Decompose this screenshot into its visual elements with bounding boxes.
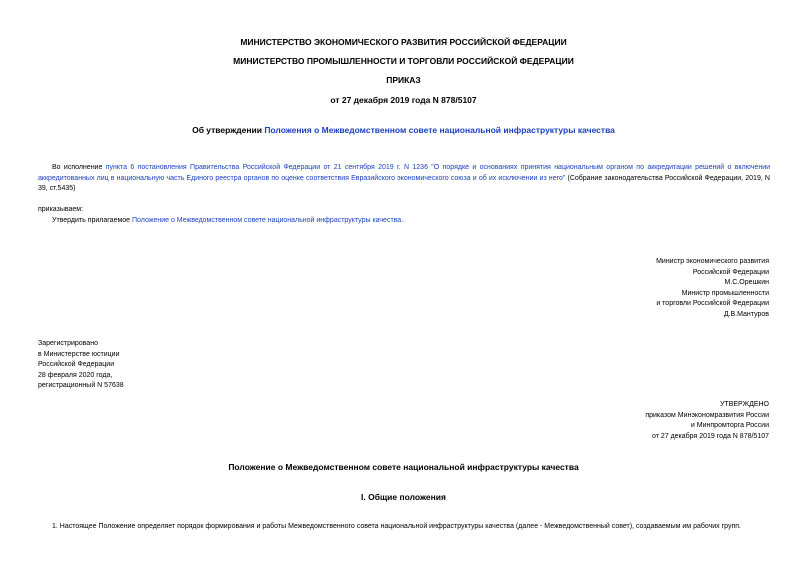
registration-line: 28 февраля 2020 года, xyxy=(38,371,113,379)
approved-line: приказом Минэкономразвития России xyxy=(645,411,769,419)
signature-line: Министр промышленности xyxy=(681,289,769,297)
order-verb: приказываем: xyxy=(38,206,84,213)
approved-line: от 27 декабря 2019 года N 878/5107 xyxy=(651,432,769,440)
registration-line: регистрационный N 57638 xyxy=(38,382,124,389)
approve-prefix: Утвердить прилагаемое xyxy=(52,217,133,224)
registration-line: Зарегистрировано xyxy=(38,340,98,347)
ministry-title-1: МИНИСТЕРСТВО ЭКОНОМИЧЕСКОГО РАЗВИТИЯ РОССИЙСКОЙ ФЕДЕРАЦИИ xyxy=(240,37,567,47)
registration-line: в Министерстве юстиции xyxy=(38,350,120,358)
registration-line: Российской Федерации xyxy=(38,361,115,368)
registration-block xyxy=(38,339,124,392)
approved-line: и Минпромторга России xyxy=(690,422,769,429)
subject-prefix: Об утверждении xyxy=(192,125,265,135)
section-heading: I. Общие положения xyxy=(361,492,446,502)
signature-block xyxy=(469,257,769,320)
preamble-end: (Собрание законодательства Российской Федерации, 2019, N 39, ст.5435) xyxy=(38,174,770,192)
signature-line: и торговли Российской Федерации xyxy=(656,300,769,307)
government-decree-link[interactable]: пункта 6 постановления Правительства Российской Федерации от 21 сентября 2019 г. N 1236 "О порядке и основаниях принятия национальным органом по аккредитации решений о включении аккредитованных лиц в национальную часть Единого реестра органов по оценке соответствия Евразийского экономического союза и об их исключении из него" xyxy=(38,164,771,182)
document-date-number: от 27 декабря 2019 года N 878/5107 xyxy=(330,95,477,105)
document-type: ПРИКАЗ xyxy=(386,75,421,85)
subject-link[interactable]: Положения о Межведомственном совете национальной инфраструктуры качества xyxy=(264,125,615,135)
signature-line: Российской Федерации xyxy=(692,268,769,276)
preamble-paragraph xyxy=(38,163,770,195)
order-approve-line xyxy=(52,216,403,227)
approved-block xyxy=(469,400,769,442)
signature-line: М.С.Орешкин xyxy=(724,279,769,286)
preamble-start: Во исполнение xyxy=(52,164,106,171)
document-subject xyxy=(0,125,807,135)
signature-line: Д.В.Мантуров xyxy=(723,310,769,318)
ministry-title-2: МИНИСТЕРСТВО ПРОМЫШЛЕННОСТИ И ТОРГОВЛИ РОССИЙСКОЙ ФЕДЕРАЦИИ xyxy=(233,56,574,66)
clause-1: 1. Настоящее Положение определяет порядок формирования и работы Межведомственного совета национальной инфраструктуры качества (далее - Межведомственный совет), создаваемым им рабочих групп. xyxy=(52,523,741,530)
approved-line: УТВЕРЖДЕНО xyxy=(719,401,769,408)
regulation-link[interactable]: Положение о Межведомственном совете национальной инфраструктуры качества xyxy=(132,217,402,224)
regulation-title: Положение о Межведомственном совете национальной инфраструктуры качества xyxy=(228,462,579,472)
signature-line: Министр экономического развития xyxy=(656,258,769,265)
approve-suffix: . xyxy=(401,217,404,224)
